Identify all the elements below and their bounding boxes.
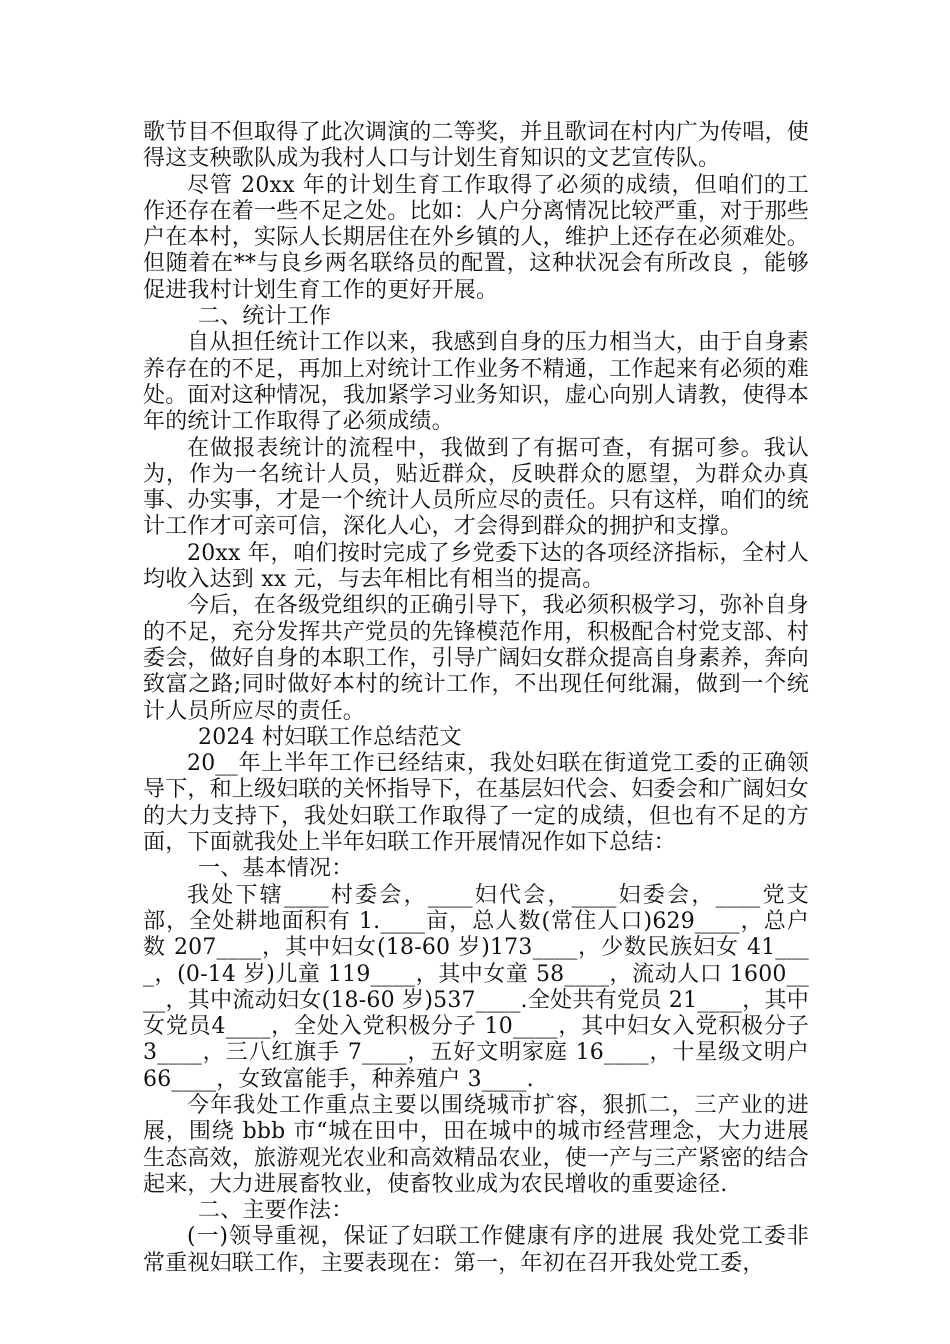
paragraph-introduction: 20__年上半年工作已经结束，我处妇联在街道党工委的正确领导下，和上级妇联的关怀指导下，在基层妇代会、妇委会和广阔妇女的大力支持下，我处妇联工作取得了一定的成绩，但也有不足的方面，下面就我处上半年妇联工作开展情况作如下总结： bbox=[143, 751, 810, 856]
paragraph-statistics-process: 在做报表统计的流程中，我做到了有据可查，有据可参。我认为，作为一名统计人员，贴近群众，反映群众的愿望，为群众办真事、办实事，才是一个统计人员所应尽的责任。只有这样，咱们的统计工作才可亲可信，深化人心，才会得到群众的拥护和支撑。 bbox=[143, 435, 810, 540]
section-heading-basic-situation: 一、基本情况： bbox=[198, 856, 354, 882]
paragraph-family-planning-shortcomings: 尽管 20xx 年的计划生育工作取得了必须的成绩，但咱们的工作还存在着一些不足之处。比如：人户分离情况比较严重，对于那些户在本村，实际人长期居住在外乡镇的人，维护上还存在必须难处。但随着在**与良乡两名联络员的配置，这种状况会有所改良 ，能够促进我村计划生育工作的更好开展。 bbox=[143, 172, 810, 303]
paragraph-leadership: (一)领导重视，保证了妇联工作健康有序的进展 我处党工委非常重视妇联工作，主要表现在：第一，年初在召开我处党工委， bbox=[143, 1224, 809, 1276]
paragraph-work-focus: 今年我处工作重点主要以围绕城市扩容，狠抓二，三产业的进展，围绕 bbb 市“城在田中，田在城中的城市经营理念，大力进展生态高效，旅游观光农业和高效精品农业，使一产与三产紧密的结合起来，大力进展畜牧业，使畜牧业成为农民增收的重要途径. bbox=[143, 1092, 810, 1197]
document-page bbox=[143, 120, 809, 1277]
section-heading-statistics: 二、统计工作 bbox=[198, 304, 332, 330]
document-title-womens-federation: 2024 村妇联工作总结范文 bbox=[198, 724, 462, 750]
paragraph-future-plans: 今后，在各级党组织的正确引导下，我必须积极学习，弥补自身的不足，充分发挥共产党员的先锋模范作用，积极配合村党支部、村委会，做好自身的本职工作，引导广阔妇女群众提高自身素养，奔向致富之路;同时做好本村的统计工作，不出现任何纰漏，做到一个统计人员所应尽的责任。 bbox=[143, 593, 810, 724]
paragraph-basic-statistics: 我处下辖____村委会，____妇代会，____妇委会，____党支部，全处耕地面积有 1.____亩，总人数(常住人口)629____，总户数 207____，其中妇女(18-60 岁)173____，少数民族妇女 41____，(0-14 岁)儿童 119____，其中女童 58____，流动人口 1600____，其中流动妇女(18-60 岁)537____.全处共有党员 21____，其中女党员4____，全处入党积极分子 10____，其中妇女入党积极分子 3____，三八红旗手 7____，五好文明家庭 16____，十星级文明户 66____，女致富能手，种养殖户 3____. bbox=[143, 882, 809, 1092]
paragraph-statistics-pressure: 自从担任统计工作以来，我感到自身的压力相当大，由于自身素养存在的不足，再加上对统计工作业务不精通，工作起来有必须的难处。面对这种情况，我加紧学习业务知识，虚心向别人请教，使得本年的统计工作取得了必须成绩。 bbox=[143, 330, 810, 435]
section-heading-main-practices: 二、主要作法： bbox=[198, 1198, 354, 1224]
paragraph-economic-targets: 20xx 年，咱们按时完成了乡党委下达的各项经济指标，全村人均收入达到 xx 元，与去年相比有相当的提高。 bbox=[143, 540, 809, 593]
paragraph-continuation: 歌节目不但取得了此次调演的二等奖，并且歌词在村内广为传唱，使得这支秧歌队成为我村人口与计划生育知识的文艺宣传队。 bbox=[143, 120, 810, 172]
